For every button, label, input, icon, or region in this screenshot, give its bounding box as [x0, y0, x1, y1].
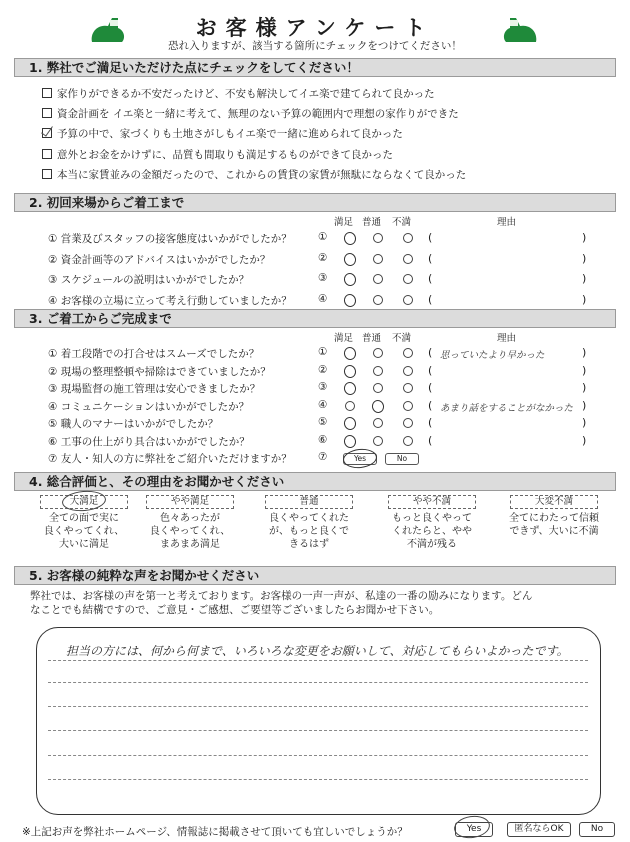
s1-item-1-label: 家作りができるか不安だったけど、不安も解決してイエ楽で建てられて良かった [57, 88, 435, 100]
section3-q1-option-2[interactable] [373, 348, 383, 358]
section5-intro: 弊社では、お客様の声を第一と考えております。お客様の一声一声が、私達の一番の励みになります。どん なことでも結構ですので、ご意見・ご感想、ご要望等ございましたらお聞かせ下さい。 [30, 590, 533, 616]
survey-subtitle: 恐れ入りますが、該当する箇所にチェックをつけてください！ [168, 40, 462, 52]
footer-anonymous-box[interactable] [507, 822, 571, 837]
s2-header-normal: 普通 [362, 217, 382, 228]
rating-option-4-desc: もっと良くやって くれたらと、やや 不満が残る [392, 513, 472, 550]
section2-title: 2. 初回来場からご着工まで [14, 193, 616, 212]
section2-q4-paren-close: ) [582, 292, 587, 306]
section3-q1-reason: 思っていたより早かった [440, 350, 545, 361]
section3-q3-paren-open: ( [428, 381, 433, 394]
section3-question-4: ④ コミュニケーションはいかがでしたか？ [48, 400, 250, 413]
section2-q2-paren-open: ( [428, 251, 433, 265]
s2-header-satisfied: 満足 [334, 217, 354, 228]
s3-header-normal: 普通 [362, 333, 382, 344]
section3-q1-paren-open: ( [428, 346, 433, 359]
section3-q2-option-1[interactable] [343, 363, 357, 378]
section2-q2-option-1[interactable] [343, 251, 357, 266]
s1-checkbox-1[interactable] [42, 88, 52, 98]
section3-q5-option-1[interactable] [343, 416, 357, 431]
section3-q1-option-1[interactable] [343, 346, 357, 361]
section2-q3-option-2[interactable] [373, 274, 383, 284]
section2-q4-paren-open: ( [428, 292, 433, 306]
comment-line-4 [48, 730, 588, 731]
rating-option-4-label[interactable]: やや不満 [388, 495, 476, 509]
section3-q4-option-3[interactable] [403, 401, 413, 411]
section2-q4-option-2[interactable] [373, 295, 383, 305]
s1-item-5-label: 本当に家賃並みの金額だったので、これからの賃貸の家賃が無駄にならなくて良かった [57, 169, 467, 181]
section3-q5-paren-close: ) [582, 416, 587, 429]
section5-title: 5. お客様の純粋な声をお聞かせください [14, 566, 616, 585]
rating-option-5-desc: 全てにわたって信頼 できず、大いに不満 [509, 513, 599, 537]
section2-q2-option-2[interactable] [373, 254, 383, 264]
s2-header-reason: 理由 [497, 217, 517, 228]
comment-line-2 [48, 682, 588, 683]
section3-q6-option-2[interactable] [373, 436, 383, 446]
section2-question-3-number: ③ [318, 272, 328, 284]
section3-question-2: ② 現場の整理整頓や掃除はできていましたか？ [48, 365, 271, 378]
rating-option-2-desc: 色々あったが 良くやってくれ、 まあまあ満足 [149, 513, 231, 550]
section2-question-2-number: ② [318, 251, 328, 264]
section2-q1-option-3[interactable] [403, 233, 413, 243]
section3-question-5: ⑤ 職人のマナーはいかがでしたか？ [48, 418, 219, 430]
s1-item-2[interactable] [42, 106, 459, 121]
s2-header-unsatisfied: 不満 [392, 217, 412, 228]
section3-q3-option-1[interactable] [343, 381, 357, 396]
section3-q6-option-1[interactable] [343, 433, 357, 448]
section3-question-6: ⑥ 工事の仕上がり具合はいかがでしたか？ [48, 435, 250, 448]
rating-option-3-label[interactable]: 普通 [265, 495, 353, 509]
section2-q4-option-1[interactable] [343, 292, 357, 307]
section3-q4-option-1[interactable] [345, 401, 355, 411]
survey-title: お客様アンケート [195, 16, 435, 40]
section2-q3-paren-open: ( [428, 272, 433, 285]
section2-q3-option-1[interactable] [343, 272, 357, 287]
section3-q4-paren-close: ) [582, 398, 587, 412]
s1-item-3-label: 予算の中で、家づくりも土地さがしもイエ楽で一緒に進められて良かった [57, 128, 403, 140]
referral-no-label: No [396, 454, 408, 463]
section3-q2-paren-open: ( [428, 363, 433, 377]
rating-selected-circle [61, 489, 107, 513]
section3-q5-option-3[interactable] [403, 418, 413, 428]
section3-q5-paren-open: ( [428, 416, 433, 429]
rating-option-1-desc: 全ての面で実に 良くやってくれ、 大いに満足 [43, 513, 125, 550]
referral-question: ⑦ 友人・知人の方に弊社をご紹介いただけますか？ [48, 453, 292, 465]
section3-q1-option-3[interactable] [403, 348, 413, 358]
rating-option-5-label[interactable]: 大変不満 [510, 495, 598, 509]
section3-title: 3. ご着工からご完成まで [14, 309, 616, 328]
comment-line-5 [48, 755, 588, 756]
section4-title: 4. 総合評価と、その理由をお聞かせください [14, 472, 616, 491]
s3-header-reason: 理由 [497, 333, 517, 344]
section2-q2-option-3[interactable] [403, 254, 413, 264]
section3-q2-paren-close: ) [582, 363, 587, 377]
section3-q2-option-3[interactable] [403, 366, 413, 376]
section3-question-1: ① 着工段階での打合せはスムーズでしたか？ [48, 348, 260, 360]
section3-q5-option-2[interactable] [373, 418, 383, 428]
s1-item-1[interactable] [42, 86, 435, 101]
section3-q6-paren-close: ) [582, 433, 587, 447]
footer-question: ※上記お声を弊社ホームページ、情報誌に掲載させて頂いても宜しいでしょうか？ [22, 826, 408, 838]
section3-q1-paren-close: ) [582, 346, 587, 359]
s1-item-4-label: 意外とお金をかけずに、品質も間取りも満足するものができて良かった [57, 149, 393, 161]
referral-number: ⑦ [318, 451, 328, 463]
footer-yes-label: Yes [466, 824, 482, 834]
section2-question-3: ③ スケジュールの説明はいかがでしたか？ [48, 274, 250, 286]
section3-q3-option-2[interactable] [373, 383, 383, 393]
section2-q1-option-1[interactable] [343, 231, 357, 246]
section3-q4-option-2[interactable] [371, 398, 385, 413]
s1-checkbox-5[interactable] [42, 169, 52, 179]
section3-question-2-number: ② [318, 363, 328, 376]
section3-question-5-number: ⑤ [318, 416, 328, 428]
section3-question-1-number: ① [318, 346, 328, 358]
section3-q6-option-3[interactable] [403, 436, 413, 446]
section3-question-3-number: ③ [318, 381, 328, 393]
rating-option-3-desc: 良くやってくれた が、もっと良くで きるはず [269, 513, 349, 550]
section2-q3-option-3[interactable] [403, 274, 413, 284]
section3-q3-paren-close: ) [582, 381, 587, 394]
section2-q1-paren-open: ( [428, 231, 433, 244]
section2-q1-paren-close: ) [582, 231, 587, 244]
s3-header-satisfied: 満足 [334, 333, 354, 344]
footer-no-box[interactable] [579, 822, 615, 837]
section2-q1-option-2[interactable] [373, 233, 383, 243]
section2-q2-paren-close: ) [582, 251, 587, 265]
s1-item-2-label: 資金計画を イエ楽と一緒に考えて、無理のない予算の範囲内で理想の家作りができた [57, 108, 459, 120]
referral-no-box[interactable] [385, 453, 419, 465]
section2-question-4: ④ お客様の立場に立って考え行動していましたか？ [48, 294, 292, 307]
comment-line-1 [48, 660, 588, 661]
section3-q4-reason: あまり話をすることがなかった [440, 402, 574, 414]
section3-question-4-number: ④ [318, 398, 328, 411]
section3-q4-paren-open: ( [428, 398, 433, 412]
section2-question-1-number: ① [318, 231, 328, 243]
handwritten-comment: 担当の方には、何から何まで、いろいろな変更をお願いして、対応してもらいよかったです。 [66, 644, 569, 658]
referral-yes-circle [342, 447, 378, 469]
section2-question-2: ② 資金計画等のアドバイスはいかがでしたか？ [48, 253, 271, 266]
section2-question-1: ① 営業及びスタッフの接客態度はいかがでしたか？ [48, 233, 292, 245]
section3-question-3: ③ 現場監督の施工管理は安心できましたか？ [48, 383, 261, 395]
section3-question-6-number: ⑥ [318, 433, 328, 446]
s3-header-unsatisfied: 不満 [392, 333, 412, 344]
s1-checkbox-3[interactable] [42, 128, 52, 138]
rating-option-1-label[interactable]: 大満足 [40, 495, 128, 509]
s1-checkbox-2[interactable] [42, 108, 52, 118]
s1-item-3[interactable] [42, 126, 403, 141]
s1-checkbox-4[interactable] [42, 149, 52, 159]
section2-q3-paren-close: ) [582, 272, 587, 285]
section3-q3-option-3[interactable] [403, 383, 413, 393]
rating-option-2-label[interactable]: やや満足 [146, 495, 234, 509]
section3-q2-option-2[interactable] [373, 366, 383, 376]
section3-q6-paren-open: ( [428, 433, 433, 447]
comment-line-6 [48, 779, 588, 780]
footer-no-label: No [590, 824, 604, 834]
section2-question-4-number: ④ [318, 292, 328, 305]
referral-yes-label: Yes [353, 454, 367, 463]
s1-item-4[interactable] [42, 147, 393, 162]
s1-item-5[interactable] [42, 167, 466, 182]
comment-line-3 [48, 706, 588, 707]
section1-title: 1. 弊社でご満足いただけた点にチェックをしてください！ [14, 58, 616, 77]
footer-anonymous-label: 匿名ならOK [514, 824, 564, 834]
section2-q4-option-3[interactable] [403, 295, 413, 305]
